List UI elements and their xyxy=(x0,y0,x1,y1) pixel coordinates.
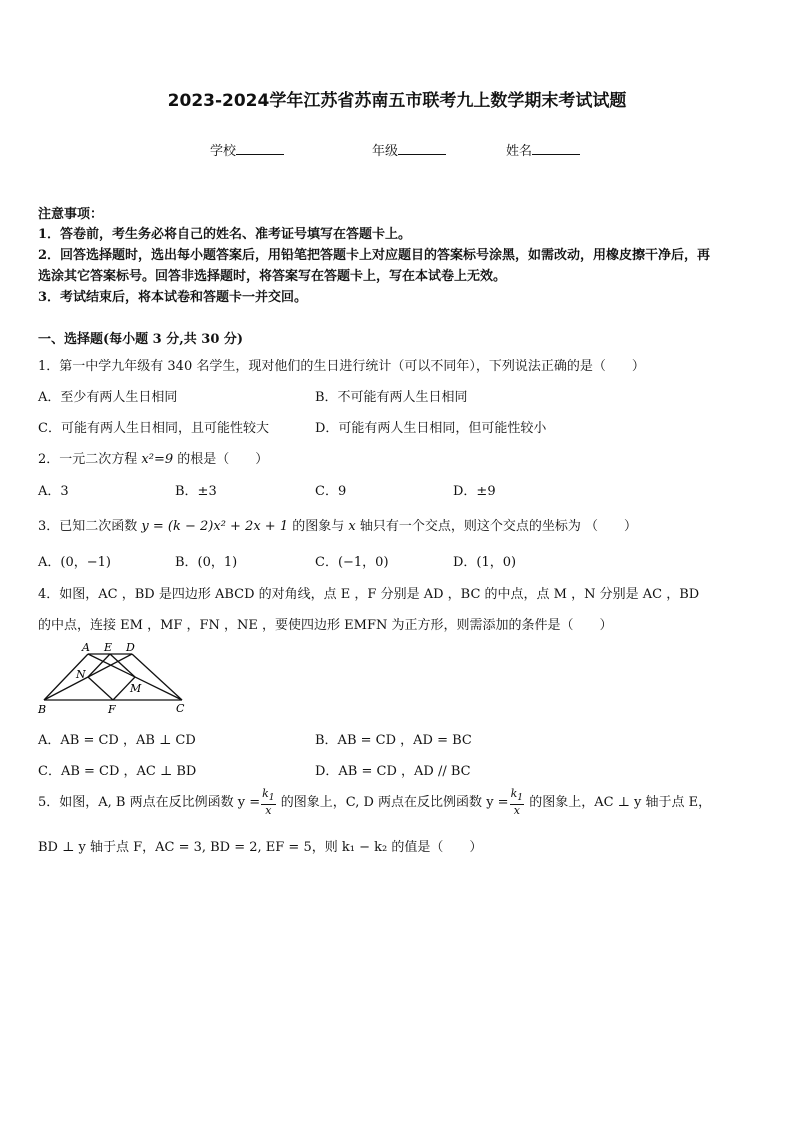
q2-option-d: D．±9 xyxy=(453,484,496,499)
q3-equation: y = (k − 2)x² + 2x + 1 xyxy=(141,519,289,534)
q1-option-a: A．至少有两人生日相同 xyxy=(38,390,178,405)
q3-axis: x xyxy=(348,519,356,534)
q5-k1-sub: 1 xyxy=(268,792,275,804)
school-blank xyxy=(236,142,284,155)
q3-option-a: A．(0，−1) xyxy=(38,555,111,570)
q5-text-b: 的图象上，C, D 两点在反比例函数 y = xyxy=(276,795,509,811)
label-n: N xyxy=(76,668,86,681)
notice-item: 3．考试结束后，将本试卷和答题卡一并交回。 xyxy=(38,290,308,305)
notice-item: 选涂其它答案标号。回答非选择题时，将答案写在答题卡上，写在本试卷上无效。 xyxy=(38,269,507,284)
q2-option-a: A．3 xyxy=(38,484,69,499)
q5-text-c: 的图象上，AC ⊥ y 轴于点 E， xyxy=(525,795,712,811)
q4-figure xyxy=(36,640,196,716)
q4-option-c: C．AB = CD ，AC ⊥ BD xyxy=(38,764,197,779)
q4-option-d: D．AB = CD ，AD // BC xyxy=(315,764,471,779)
q1-stem: 1．第一中学九年级有 340 名学生，现对他们的生日进行统计（可以不同年），下列说法正确的是（ ） xyxy=(38,359,645,374)
label-a: A xyxy=(82,641,90,654)
q3-option-b: B．(0，1) xyxy=(175,555,238,570)
q4-option-a: A．AB = CD ，AB ⊥ CD xyxy=(38,733,196,748)
label-b: B xyxy=(38,703,47,716)
grade-field xyxy=(372,140,446,159)
q5-denominator-1: x xyxy=(265,804,272,818)
grade-blank xyxy=(398,142,446,155)
q2-option-b: B．±3 xyxy=(175,484,217,499)
school-field xyxy=(210,140,284,159)
label-f: F xyxy=(108,703,116,716)
q4-option-b: B．AB = CD ，AD = BC xyxy=(315,733,472,748)
q5-text-a: 5．如图，A, B 两点在反比例函数 y = xyxy=(38,795,261,811)
q5-k2: k xyxy=(510,787,518,800)
notice-item: 2．回答选择题时，选出每小题答案后，用铅笔把答题卡上对应题目的答案标号涂黑，如需改动，用橡皮擦干净后，再 xyxy=(38,248,711,263)
q1-option-d: D．可能有两人生日相同，但可能性较小 xyxy=(315,421,547,436)
q2-stem-post: 的根是（ ） xyxy=(173,452,269,467)
q2-option-c: C．9 xyxy=(315,484,347,499)
q4-stem-line2: 的中点，连接 EM ，MF ，FN ，NE ，要使四边形 EMFN 为正方形，则需添加的条件是（ ） xyxy=(38,618,613,633)
name-field xyxy=(506,140,580,159)
notice-item: 1．答卷前，考生务必将自己的姓名、准考证号填写在答题卡上。 xyxy=(38,227,412,242)
q5-stem-line2: BD ⊥ y 轴于点 F，AC = 3, BD = 2, EF = 5，则 k₁ − k₂ 的值是（ ） xyxy=(38,840,483,855)
q5-k2-sub: 1 xyxy=(517,792,524,804)
grade-label: 年级 xyxy=(372,144,399,159)
school-label: 学校 xyxy=(210,144,237,159)
q5-denominator-2: x xyxy=(513,804,520,818)
q2-stem-pre: 2．一元二次方程 xyxy=(38,452,142,467)
q4-stem-line1: 4．如图，AC ，BD 是四边形 ABCD 的对角线，点 E ，F 分别是 AD ，BC 的中点，点 M ，N 分别是 AC ，BD xyxy=(38,587,700,602)
q5-fraction-2 xyxy=(510,788,525,817)
q2-stem xyxy=(38,448,268,467)
q5-fraction-1 xyxy=(261,788,276,817)
q3-stem-pre: 3．已知二次函数 xyxy=(38,519,142,534)
q3-stem xyxy=(38,515,637,534)
q5-stem-line1 xyxy=(38,788,711,817)
name-blank xyxy=(532,142,580,155)
q3-stem-mid: 的图象与 xyxy=(288,519,349,534)
q3-option-d: D．(1，0) xyxy=(453,555,517,570)
page-title: 2023-2024学年江苏省苏南五市联考九上数学期末考试试题 xyxy=(167,91,627,111)
q1-option-b: B．不可能有两人生日相同 xyxy=(315,390,468,405)
q3-option-c: C．(−1，0) xyxy=(315,555,389,570)
q2-equation: x²=9 xyxy=(141,452,174,467)
label-d: D xyxy=(126,641,135,654)
label-c: C xyxy=(176,702,185,715)
q3-stem-post: 轴只有一个交点，则这个交点的坐标为 （ ） xyxy=(355,519,637,534)
label-m: M xyxy=(130,682,142,695)
notice-heading: 注意事项： xyxy=(38,207,104,222)
section-heading: 一、选择题(每小题 3 分,共 30 分) xyxy=(38,332,244,347)
q5-k1: k xyxy=(262,787,269,800)
q1-option-c: C．可能有两人生日相同，且可能性较大 xyxy=(38,421,269,436)
label-e: E xyxy=(104,641,113,654)
name-label: 姓名 xyxy=(506,144,533,159)
